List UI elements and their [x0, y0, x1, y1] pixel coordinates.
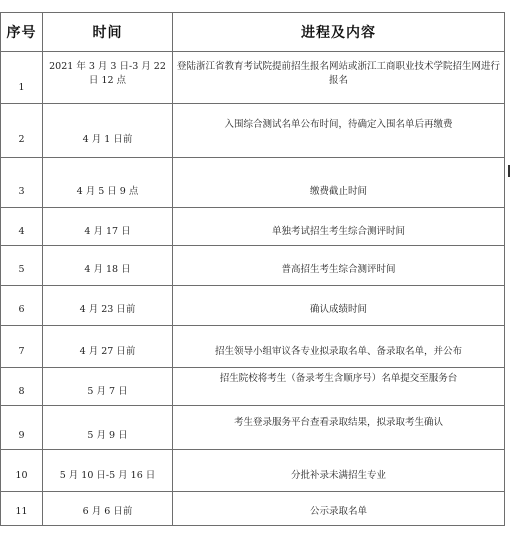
row-time: [43, 368, 173, 406]
row-seq: [1, 450, 43, 492]
seq-text: 9: [18, 430, 25, 441]
table-row: [1, 406, 505, 450]
row-content: [173, 406, 505, 450]
header-content: 进程及内容: [173, 13, 505, 52]
schedule-table: [0, 12, 505, 526]
row-content: [173, 368, 505, 406]
table-row: [1, 450, 505, 492]
seq-text: 6: [18, 304, 25, 315]
content-text: 入围综合测试名单公布时间，待确定入围名单后再缴费: [224, 119, 453, 130]
time-text: 4 月 5 日 9 点: [76, 186, 139, 197]
seq-text: 4: [18, 226, 25, 237]
row-seq: [1, 52, 43, 104]
seq-text: 3: [18, 186, 25, 197]
row-content: [173, 52, 505, 104]
row-time: [43, 52, 173, 104]
row-time: [43, 326, 173, 368]
content-text: 登陆浙江省教育考试院提前招生报名网站或浙江工商职业技术学院招生网进行报名: [176, 61, 500, 86]
seq-text: 10: [15, 470, 28, 481]
time-text: 5 月 9 日: [87, 430, 128, 441]
content-text: 确认成绩时间: [309, 304, 367, 315]
seq-text: 5: [18, 264, 25, 275]
seq-text: 1: [18, 82, 25, 93]
seq-text: 2: [18, 134, 25, 145]
row-time: [43, 158, 173, 208]
row-time: [43, 492, 173, 526]
header-seq: 序号: [1, 13, 43, 52]
row-time: [43, 104, 173, 158]
row-seq: [1, 104, 43, 158]
table-row: [1, 286, 505, 326]
content-text: 考生登录服务平台查看录取结果，拟录取考生确认: [233, 417, 443, 428]
table-row: [1, 368, 505, 406]
table-row: [1, 326, 505, 368]
table-row: [1, 208, 505, 246]
content-text: 普高招生考生综合测评时间: [281, 264, 396, 275]
row-content: [173, 286, 505, 326]
time-text: 4 月 17 日: [84, 226, 131, 237]
time-text: 6 月 6 日前: [82, 506, 133, 517]
row-content: [173, 208, 505, 246]
time-text: 5 月 7 日: [87, 386, 128, 397]
row-time: [43, 208, 173, 246]
content-text: 单独考试招生考生综合测评时间: [271, 226, 405, 237]
seq-text: 7: [18, 346, 25, 357]
row-seq: [1, 286, 43, 326]
content-text: 招生院校将考生（备录考生含顺序号）名单提交至服务台: [219, 373, 458, 384]
row-time: [43, 406, 173, 450]
content-text: 缴费截止时间: [309, 186, 367, 197]
table-header-row: [1, 13, 505, 52]
row-seq: [1, 326, 43, 368]
table-row: [1, 246, 505, 286]
table-row: [1, 52, 505, 104]
row-time: [43, 450, 173, 492]
row-content: [173, 104, 505, 158]
row-seq: [1, 492, 43, 526]
table-row: [1, 492, 505, 526]
row-seq: [1, 246, 43, 286]
time-text: 5 月 10 日-5 月 16 日: [59, 470, 156, 481]
seq-text: 11: [15, 506, 28, 517]
header-time: 时间: [43, 13, 173, 52]
row-content: [173, 492, 505, 526]
time-text: 4 月 23 日前: [79, 304, 136, 315]
seq-text: 8: [18, 386, 25, 397]
text-cursor-mark: [508, 165, 510, 177]
time-text: 4 月 18 日: [84, 264, 131, 275]
time-text: 4 月 1 日前: [82, 134, 133, 145]
row-content: [173, 450, 505, 492]
row-seq: [1, 406, 43, 450]
row-seq: [1, 158, 43, 208]
table-row: [1, 158, 505, 208]
content-text: 招生领导小组审议各专业拟录取名单、备录取名单，并公布: [214, 346, 462, 357]
table-row: [1, 104, 505, 158]
time-text: 4 月 27 日前: [79, 346, 136, 357]
time-text: 2021 年 3 月 3 日-3 月 22 日 12 点: [49, 61, 166, 86]
row-time: [43, 246, 173, 286]
row-content: [173, 158, 505, 208]
row-time: [43, 286, 173, 326]
content-text: 分批补录未满招生专业: [290, 470, 386, 481]
row-seq: [1, 368, 43, 406]
row-content: [173, 326, 505, 368]
content-text: 公示录取名单: [309, 506, 367, 517]
row-seq: [1, 208, 43, 246]
row-content: [173, 246, 505, 286]
